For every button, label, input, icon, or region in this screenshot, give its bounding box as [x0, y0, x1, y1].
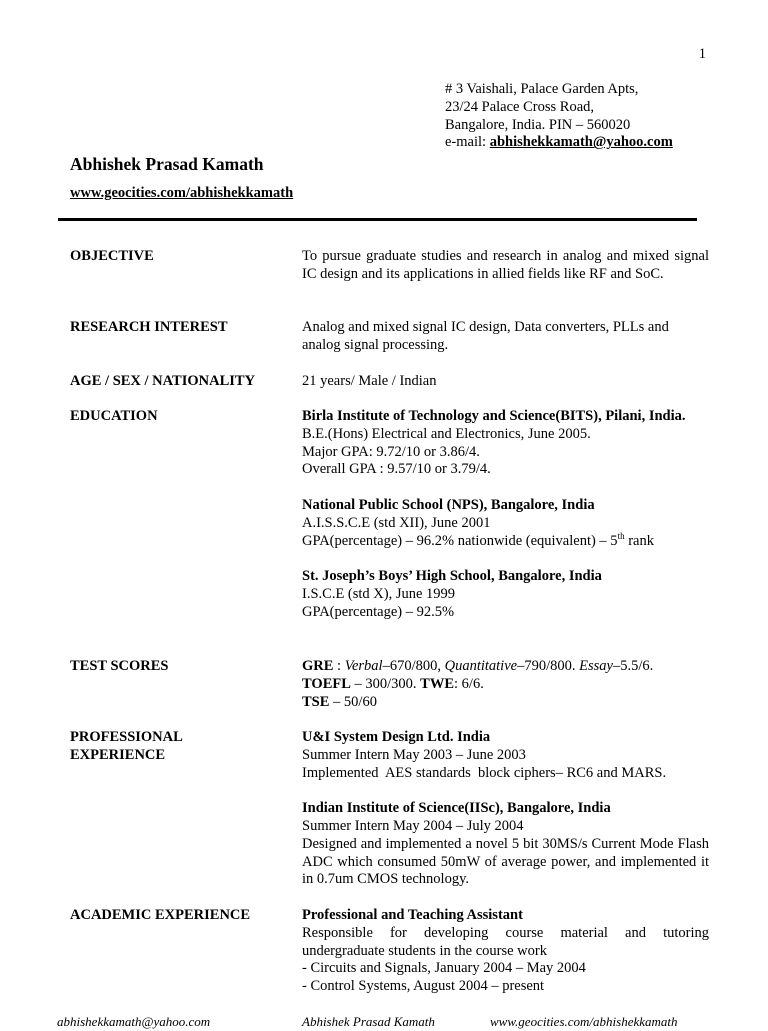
education-bits [302, 408, 709, 479]
education-content [302, 408, 709, 622]
address-line-2: 23/24 Palace Cross Road, [445, 98, 595, 115]
education-nps [302, 497, 709, 550]
academic-label: ACADEMIC EXPERIENCE [70, 907, 251, 923]
nps-rank-text: rank [624, 532, 654, 549]
nps-gpa-text: GPA(percentage) – 96.2% nationwide (equivalent) – 5 [302, 532, 618, 549]
email-label: e-mail: [445, 134, 490, 151]
job-iisc [302, 800, 709, 889]
education-label: EDUCATION [70, 408, 158, 424]
age-text: 21 years/ Male / Indian [302, 373, 437, 389]
bits-degree: B.E.(Hons) Electrical and Electronics, June 2005. [302, 425, 591, 442]
nps-title: National Public School (NPS), Bangalore, India [302, 496, 595, 513]
twe-value: : 6/6. [454, 675, 484, 692]
sj-gpa: GPA(percentage) – 92.5% [302, 603, 455, 620]
job-ui-system [302, 729, 709, 782]
job2-period: Summer Intern May 2004 – July 2004 [302, 817, 524, 834]
footer-website: www.geocities.com/abhishekkamath [490, 1014, 678, 1029]
gre-sep: : [333, 658, 345, 674]
nps-gpa [302, 530, 709, 551]
email-link[interactable]: abhishekkamath@yahoo.com [489, 134, 673, 151]
job1-period: Summer Intern May 2003 – June 2003 [302, 746, 526, 763]
research-text: Analog and mixed signal IC design, Data converters, PLLs and analog signal processing. [302, 319, 669, 353]
academic-title: Professional and Teaching Assistant [302, 907, 523, 923]
professional-label-line-2: EXPERIENCE [70, 746, 166, 763]
professional-content [302, 729, 709, 889]
address-line-3: Bangalore, India. PIN – 560020 [445, 116, 631, 133]
website-link[interactable]: www.geocities.com/abhishekkamath [70, 185, 294, 201]
email-line [445, 134, 673, 152]
verbal-value: –670/800, [382, 658, 445, 674]
objective-text: To pursue graduate studies and research in analog and mixed signal IC design and its applications in allied fields like RF and SoC. [302, 248, 709, 282]
header-divider [58, 218, 697, 221]
job2-title: Indian Institute of Science(IISc), Bangalore, India [302, 800, 611, 817]
essay-label: Essay [579, 658, 613, 674]
toefl-value: – 300/300. [350, 675, 421, 692]
academic-desc: Responsible for developing course material and tutoring undergraduate students in the course work [302, 924, 709, 959]
bits-major-gpa: Major GPA: 9.72/10 or 3.86/4. [302, 443, 480, 460]
professional-label [70, 729, 290, 765]
toefl-line [302, 676, 709, 694]
footer-email: abhishekkamath@yahoo.com [57, 1014, 211, 1029]
contact-address [445, 81, 673, 152]
objective-label: OBJECTIVE [70, 248, 154, 264]
page-number: 1 [698, 46, 706, 62]
verbal-label: Verbal [344, 658, 383, 674]
sj-title: St. Joseph’s Boys’ High School, Bangalore, India [302, 568, 602, 585]
gre-label: GRE [302, 658, 334, 674]
academic-item-1: - Circuits and Signals, January 2004 – May 2004 [302, 960, 586, 977]
quant-value: –790/800. [517, 658, 580, 674]
tse-value: – 50/60 [329, 693, 377, 710]
gre-line [302, 658, 709, 676]
twe-label: TWE [420, 675, 455, 692]
research-label: RESEARCH INTEREST [70, 319, 228, 335]
bits-overall-gpa: Overall GPA : 9.57/10 or 3.79/4. [302, 461, 491, 478]
tse-line [302, 694, 709, 712]
test-scores-label: TEST SCORES [70, 658, 169, 674]
age-label: AGE / SEX / NATIONALITY [70, 373, 256, 389]
job1-desc: Implemented AES standards block ciphers– RC6 and MARS. [302, 764, 667, 781]
candidate-name: Abhishek Prasad Kamath [70, 154, 264, 174]
footer-name: Abhishek Prasad Kamath [302, 1014, 435, 1029]
toefl-label: TOEFL [302, 675, 351, 692]
tse-label: TSE [302, 693, 330, 710]
academic-item-2: - Control Systems, August 2004 – present [302, 978, 545, 995]
sj-exam: I.S.C.E (std X), June 1999 [302, 585, 456, 602]
test-scores-content [302, 658, 709, 711]
job1-title: U&I System Design Ltd. India [302, 729, 491, 745]
address-line-1: # 3 Vaishali, Palace Garden Apts, [445, 81, 639, 97]
education-sj [302, 568, 709, 621]
quant-label: Quantitative [444, 658, 518, 674]
bits-title: Birla Institute of Technology and Science(BITS), Pilani, India. [302, 408, 686, 424]
job2-desc: Designed and implemented a novel 5 bit 30MS/s Current Mode Flash ADC which consumed 50mW of average power, and implemented it in 0.7um CMOS technology. [302, 835, 709, 888]
nps-exam: A.I.S.S.C.E (std XII), June 2001 [302, 514, 491, 531]
academic-content [302, 907, 709, 996]
professional-label-line-1: PROFESSIONAL [70, 729, 183, 745]
nps-rank-suffix: th [617, 530, 625, 541]
essay-value: –5.5/6. [612, 658, 654, 674]
